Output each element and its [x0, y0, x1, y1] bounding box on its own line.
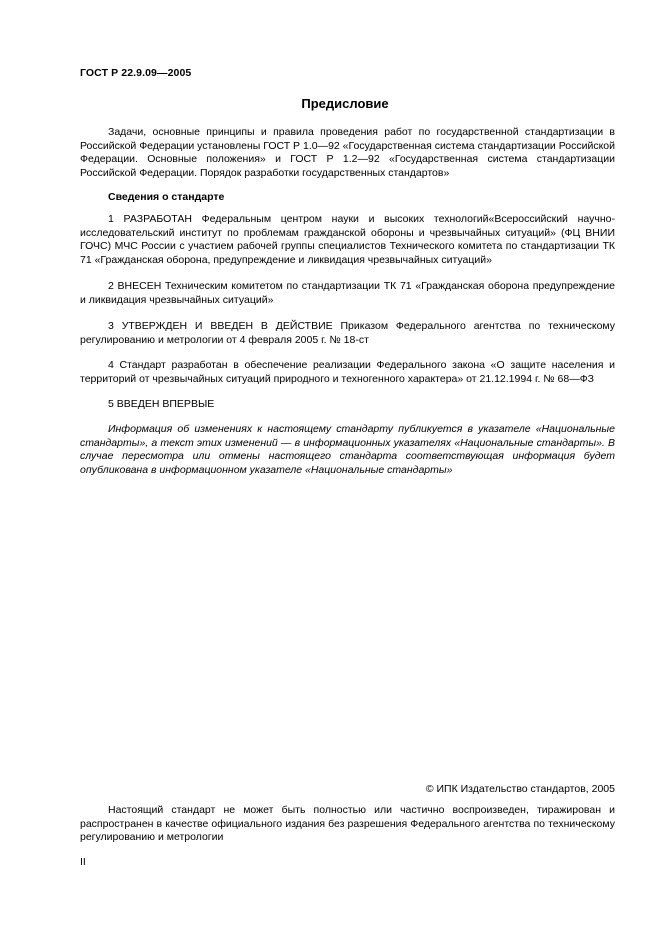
page-number: II	[80, 856, 86, 868]
list-item: 3 УТВЕРЖДЕН И ВВЕДЕН В ДЕЙСТВИЕ Приказом Федерального агентства по техническому регулированию и метрологии от 4 февраля 2005 г. № 18-ст	[80, 320, 615, 346]
item-4-block	[80, 359, 615, 386]
reproduction-block	[80, 804, 615, 845]
item-1-block	[80, 213, 615, 267]
copyright: © ИПК Издательство стандартов, 2005	[425, 783, 615, 795]
intro-block	[80, 126, 615, 180]
list-item: 5 ВВЕДЕН ВПЕРВЫЕ	[108, 398, 215, 410]
intro-paragraph: Задачи, основные принципы и правила проведения работ по государственной стандартизации в Российской Федерации установлены ГОСТ Р 1.0—92 «Государственная система стандартизации Российской Федерации. Основные положения» и ГОСТ Р 1.2—92 «Государственная система стандартизации Российской Федерации. Порядок разработки государственных стандартов»	[80, 126, 615, 179]
item-3-block	[80, 320, 615, 347]
notice-block	[80, 423, 615, 477]
reproduction-note: Настоящий стандарт не может быть полностью или частично воспроизведен, тиражирован и распространен в качестве официального издания без разрешения Федерального агентства по техническому регулированию и метрологии	[80, 804, 615, 844]
list-item: 1 РАЗРАБОТАН Федеральным центром науки и высоких технологий«Всероссийский научно-исследовательский институт по проблемам гражданской обороны и чрезвычайных ситуаций» (ФЦ ВНИИ ГОЧС) МЧС России с участием рабочей группы специалистов Технического комитета по стандартизации ТК 71 «Гражданская оборона, предупреждение и ликвидация чрезвычайных ситуаций»	[80, 213, 615, 266]
page-title: Предисловие	[301, 96, 389, 111]
section-heading: Сведения о стандарте	[108, 191, 225, 203]
item-5-block	[80, 398, 615, 412]
section-heading-block	[80, 191, 615, 205]
list-item: 2 ВНЕСЕН Техническим комитетом по стандартизации ТК 71 «Гражданская оборона предупреждение и ликвидация чрезвычайных ситуаций»	[80, 280, 615, 306]
document-code: ГОСТ Р 22.9.09—2005	[80, 67, 192, 79]
item-2-block	[80, 280, 615, 307]
notice-paragraph: Информация об изменениях к настоящему стандарту публикуется в указателе «Национальные стандарты», а текст этих изменений — в информационных указателях «Национальные стандарты». В случае пересмотра или отмены настоящего стандарта соответствующая информация будет опубликована в информационном указателе «Национальные стандарты»	[80, 423, 615, 476]
list-item: 4 Стандарт разработан в обеспечение реализации Федерального закона «О защите населения и территорий от чрезвычайных ситуаций природного и техногенного характера» от 21.12.1994 г. № 68—ФЗ	[80, 359, 615, 385]
